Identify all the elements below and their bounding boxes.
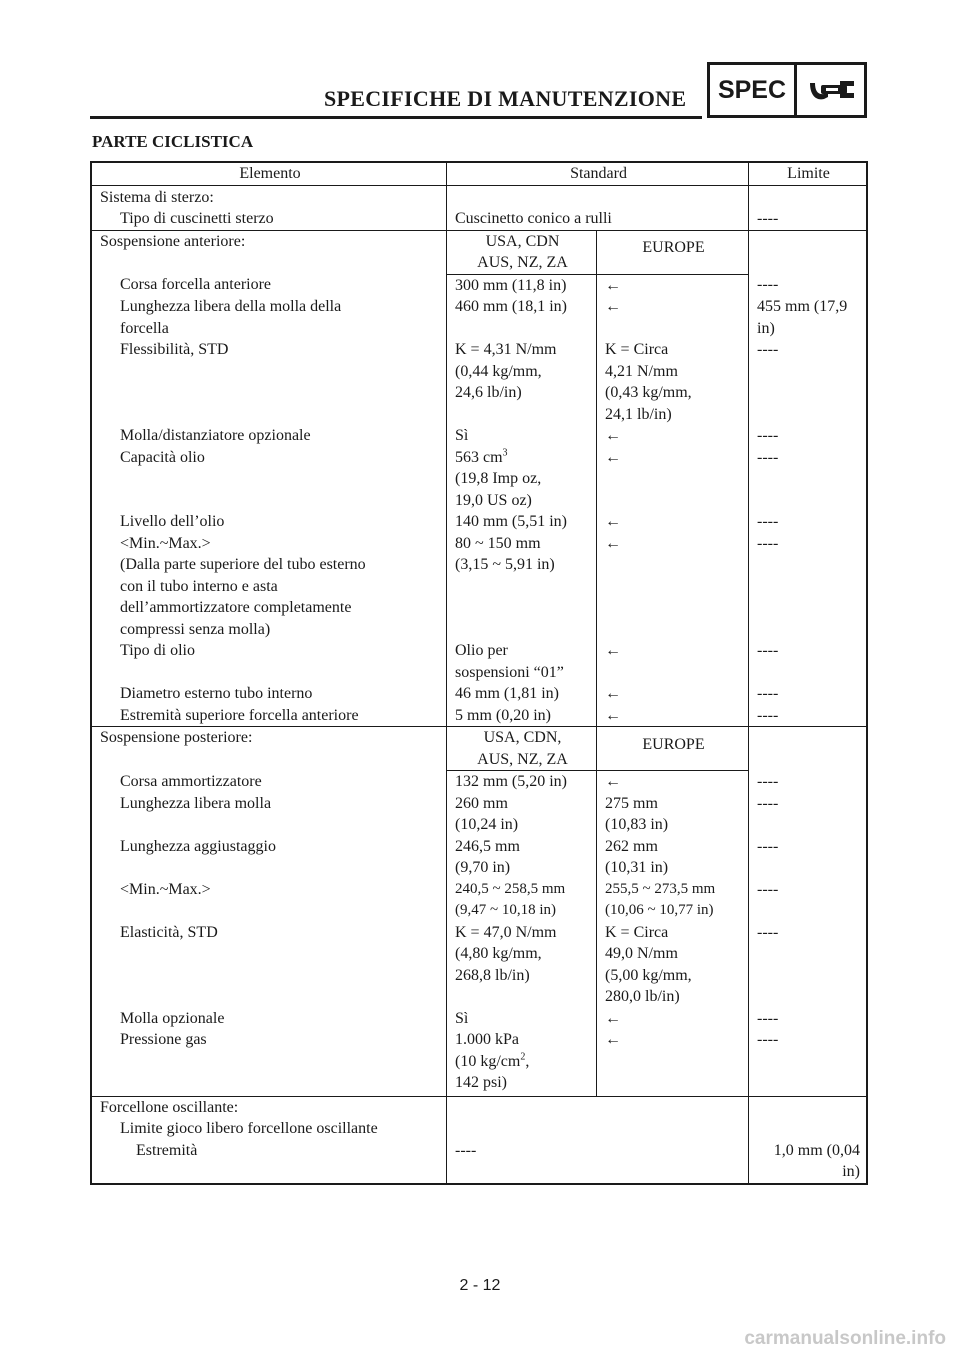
table-row	[91, 230, 867, 274]
table-row	[91, 1008, 867, 1030]
spec-standard-alt: ←	[597, 1029, 749, 1096]
table-row	[91, 1118, 867, 1140]
spec-label: Estremità	[91, 1140, 447, 1184]
table-row	[91, 793, 867, 836]
spec-standard: 46 mm (1,81 in)	[447, 683, 597, 705]
spec-standard: 246,5 mm (9,70 in)	[447, 836, 597, 879]
region-label: EUROPE	[597, 727, 749, 771]
spec-label: Diametro esterno tubo interno	[91, 683, 447, 705]
spec-standard: K = 47,0 N/mm (4,80 kg/mm, 268,8 lb/in)	[447, 922, 597, 1008]
spec-standard-alt: ←	[597, 296, 749, 339]
table-row	[91, 447, 867, 512]
steering-heading: Sistema di sterzo:	[91, 185, 447, 208]
spec-label: Corsa ammortizzatore	[91, 771, 447, 793]
spec-limit: ----	[757, 772, 779, 790]
table-row	[91, 185, 867, 208]
spec-limit: ----	[757, 1009, 779, 1027]
spec-label: Limite gioco libero forcellone oscillante	[91, 1118, 447, 1140]
spec-standard-alt: 255,5 ~ 273,5 mm (10,06 ~ 10,77 in)	[597, 879, 749, 922]
spec-standard-alt: ←	[597, 425, 749, 447]
spec-limit: ----	[757, 276, 779, 293]
table-row	[91, 922, 867, 1008]
table-row	[91, 683, 867, 705]
wrench-icon	[797, 65, 864, 115]
spec-label: Molla opzionale	[91, 1008, 447, 1030]
spec-standard: Sì	[447, 1008, 597, 1030]
column-header-item: Elemento	[91, 162, 447, 185]
table-row	[91, 1029, 867, 1096]
spec-limit: ----	[757, 1031, 779, 1048]
spec-label: Molla/distanziatore opzionale	[91, 425, 447, 447]
spec-limit: ----	[757, 448, 779, 466]
spec-label: Pressione gas	[91, 1029, 447, 1096]
spec-standard-alt: ←	[597, 640, 749, 683]
spec-standard: 260 mm (10,24 in)	[447, 793, 597, 836]
spec-standard: 132 mm (5,20 in)	[447, 771, 597, 793]
spec-label: Lunghezza libera della molla della forcella	[91, 296, 447, 339]
spec-limit: ----	[757, 210, 779, 227]
spec-label: Tipo di olio	[91, 640, 447, 683]
table-row	[91, 339, 867, 425]
table-row	[91, 208, 867, 230]
spec-badge	[707, 62, 867, 118]
spec-standard: 300 mm (11,8 in)	[447, 274, 597, 296]
maintenance-spec-table	[90, 161, 868, 1185]
table-row	[91, 705, 867, 727]
spec-standard: 1.000 kPa (10 $kg/cm^2$, 142 psi)	[447, 1029, 597, 1096]
spec-standard: 5 mm (0,20 in)	[447, 705, 597, 727]
spec-limit: 1,0 mm (0,04 in)	[773, 1141, 860, 1180]
region-label: USA, CDN,	[483, 729, 562, 746]
table-row	[91, 1140, 867, 1184]
watermark: carmanualsonline.info	[744, 1328, 946, 1349]
spec-standard: 460 mm (18,1 in)	[447, 296, 597, 339]
spec-label: Livello dell’olio	[91, 511, 447, 533]
spec-limit: ----	[757, 534, 779, 552]
table-row	[91, 879, 867, 922]
spec-standard-alt: 262 mm (10,31 in)	[597, 836, 749, 879]
spec-limit: ----	[757, 923, 779, 941]
spec-label: <Min.~Max.> (Dalla parte superiore del tubo esterno con il tubo interno e asta dell’ammortizzatore completamente compressi senza molla)	[91, 533, 447, 641]
header-rule	[90, 116, 702, 119]
spec-standard: 80 ~ 150 mm (3,15 ~ 5,91 in)	[447, 533, 597, 641]
spec-label: Lunghezza aggiustaggio	[91, 836, 447, 879]
spec-standard-alt: ←	[597, 274, 749, 296]
spec-standard: K = 4,31 N/mm (0,44 kg/mm, 24,6 lb/in)	[447, 339, 597, 425]
spec-standard: Sì	[447, 425, 597, 447]
spec-limit: ----	[757, 513, 779, 530]
spec-label: Flessibilità, STD	[91, 339, 447, 425]
spec-label: Estremità superiore forcella anteriore	[91, 705, 447, 727]
spec-standard-alt: ←	[597, 1008, 749, 1030]
spec-standard: ----	[447, 1140, 749, 1184]
spec-label: Elasticità, STD	[91, 922, 447, 1008]
spec-limit: ----	[757, 642, 779, 659]
spec-limit: 455 mm (17,9 in)	[757, 298, 848, 337]
spec-badge-label: SPEC	[710, 65, 797, 115]
column-header-limit: Limite	[749, 162, 868, 185]
region-label: EUROPE	[597, 230, 749, 274]
swingarm-heading: Forcellone oscillante:	[91, 1096, 447, 1118]
table-row	[91, 836, 867, 879]
spec-standard-alt: ←	[597, 683, 749, 705]
region-label: AUS, NZ, ZA	[477, 254, 568, 271]
table-row	[91, 1096, 867, 1118]
front-heading: Sospensione anteriore:	[91, 230, 447, 274]
spec-limit: ----	[757, 794, 779, 812]
spec-label: <Min.~Max.>	[91, 879, 447, 922]
column-header-standard: Standard	[447, 162, 749, 185]
spec-standard: Cuscinetto conico a rulli	[447, 208, 749, 230]
table-row	[91, 274, 867, 296]
spec-label: Tipo di cuscinetti sterzo	[91, 208, 447, 230]
table-row	[91, 296, 867, 339]
table-row	[91, 771, 867, 793]
table-row	[91, 425, 867, 447]
spec-standard-alt: ←	[597, 533, 749, 641]
spec-label: Capacità olio	[91, 447, 447, 512]
spec-standard-alt: ←	[597, 511, 749, 533]
section-title: PARTE CICLISTICA	[92, 132, 254, 151]
spec-label: Lunghezza libera molla	[91, 793, 447, 836]
table-row	[91, 640, 867, 683]
spec-limit: ----	[757, 706, 779, 724]
spec-limit: ----	[757, 685, 779, 702]
spec-standard-alt: ←	[597, 447, 749, 512]
spec-standard: 240,5 ~ 258,5 mm (9,47 ~ 10,18 in)	[447, 879, 597, 922]
region-label: USA, CDN	[485, 232, 560, 250]
spec-limit: ----	[757, 880, 779, 898]
rear-heading: Sospensione posteriore:	[91, 727, 447, 771]
spec-standard-alt: ←	[597, 771, 749, 793]
table-header-row	[91, 162, 867, 185]
spec-standard-alt: 275 mm (10,83 in)	[597, 793, 749, 836]
spec-limit: ----	[757, 341, 779, 358]
spec-standard: 563 $cm^3$ (19,8 Imp oz, 19,0 US oz)	[447, 447, 597, 512]
spec-standard-alt: ←	[597, 705, 749, 727]
region-label: AUS, NZ, ZA	[477, 750, 568, 768]
page-number: 2 - 12	[459, 1277, 501, 1294]
table-row	[91, 511, 867, 533]
spec-standard-alt: K = Circa 4,21 N/mm (0,43 kg/mm, 24,1 lb/in)	[597, 339, 749, 425]
spec-standard: Olio per sospensioni “01”	[447, 640, 597, 683]
table-row	[91, 533, 867, 641]
spec-limit: ----	[757, 837, 779, 855]
spec-label: Corsa forcella anteriore	[91, 274, 447, 296]
table-row	[91, 727, 867, 771]
spec-standard: 140 mm (5,51 in)	[447, 511, 597, 533]
page-title: SPECIFICHE DI MANUTENZIONE	[324, 86, 687, 111]
spec-limit: ----	[757, 427, 779, 444]
spec-standard-alt: K = Circa 49,0 N/mm (5,00 kg/mm, 280,0 lb/in)	[597, 922, 749, 1008]
